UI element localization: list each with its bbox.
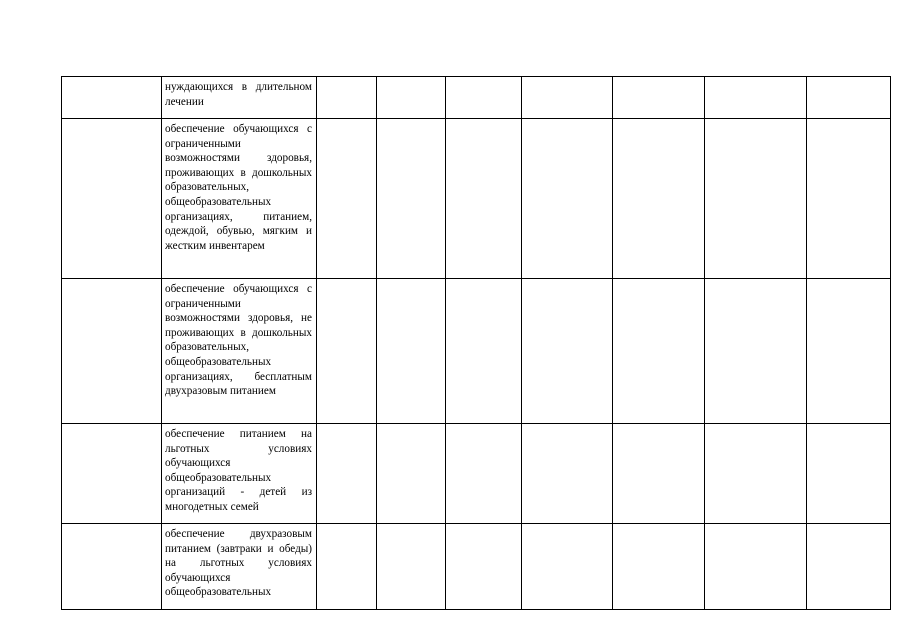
table-cell-empty	[62, 279, 162, 424]
table-cell-empty	[317, 77, 377, 119]
row-description: обеспечение двухразовым питанием (завтраки и обеды) на льготных условиях обучающихся общеобразовательных	[165, 528, 312, 599]
table-cell-empty	[62, 77, 162, 119]
table-cell-empty	[807, 119, 891, 279]
table-cell-empty	[377, 119, 446, 279]
table-cell-empty	[705, 424, 807, 524]
table-cell-empty	[522, 77, 613, 119]
table-cell-empty	[705, 524, 807, 610]
table-cell-description	[162, 279, 317, 424]
table-cell-empty	[807, 424, 891, 524]
table-cell-empty	[62, 119, 162, 279]
table-cell-empty	[613, 77, 705, 119]
table-cell-description	[162, 424, 317, 524]
table-cell-empty	[705, 77, 807, 119]
table-cell-empty	[613, 524, 705, 610]
table-cell-description	[162, 524, 317, 610]
table-cell-empty	[522, 424, 613, 524]
row-description: нуждающихся в длительном лечении	[165, 81, 312, 108]
row-description: обеспечение обучающихся с ограниченными возможностями здоровья, не проживающих в дошкольных образовательных, общеобразовательных организациях, бесплатным двухразовым питанием	[165, 283, 312, 398]
table-cell-empty	[522, 524, 613, 610]
table-cell-empty	[807, 524, 891, 610]
table-row	[62, 424, 891, 524]
table-row	[62, 524, 891, 610]
table-cell-empty	[446, 279, 522, 424]
table-cell-description	[162, 119, 317, 279]
table-row	[62, 119, 891, 279]
table-cell-empty	[377, 524, 446, 610]
table-cell-description	[162, 77, 317, 119]
table-cell-empty	[807, 77, 891, 119]
budget-table	[61, 76, 891, 610]
table-cell-empty	[446, 119, 522, 279]
table-cell-empty	[446, 77, 522, 119]
table-cell-empty	[705, 119, 807, 279]
table-cell-empty	[317, 279, 377, 424]
row-description: обеспечение питанием на льготных условиях обучающихся общеобразовательных организаций - детей из многодетных семей	[165, 428, 312, 513]
table-cell-empty	[377, 424, 446, 524]
table-cell-empty	[705, 279, 807, 424]
row-description: обеспечение обучающихся с ограниченными возможностями здоровья, проживающих в дошкольных образовательных, общеобразовательных организациях, питанием, одеждой, обувью, мягким и жестким инвентарем	[165, 123, 312, 252]
table-cell-empty	[613, 119, 705, 279]
table-cell-empty	[317, 424, 377, 524]
table-cell-empty	[807, 279, 891, 424]
table-cell-empty	[62, 424, 162, 524]
table-cell-empty	[377, 279, 446, 424]
table-cell-empty	[317, 119, 377, 279]
table-cell-empty	[446, 524, 522, 610]
table-cell-empty	[317, 524, 377, 610]
table-cell-empty	[522, 279, 613, 424]
table-row	[62, 279, 891, 424]
table-cell-empty	[522, 119, 613, 279]
table-cell-empty	[613, 279, 705, 424]
table-cell-empty	[62, 524, 162, 610]
table-row	[62, 77, 891, 119]
table-cell-empty	[613, 424, 705, 524]
table-cell-empty	[446, 424, 522, 524]
table-cell-empty	[377, 77, 446, 119]
